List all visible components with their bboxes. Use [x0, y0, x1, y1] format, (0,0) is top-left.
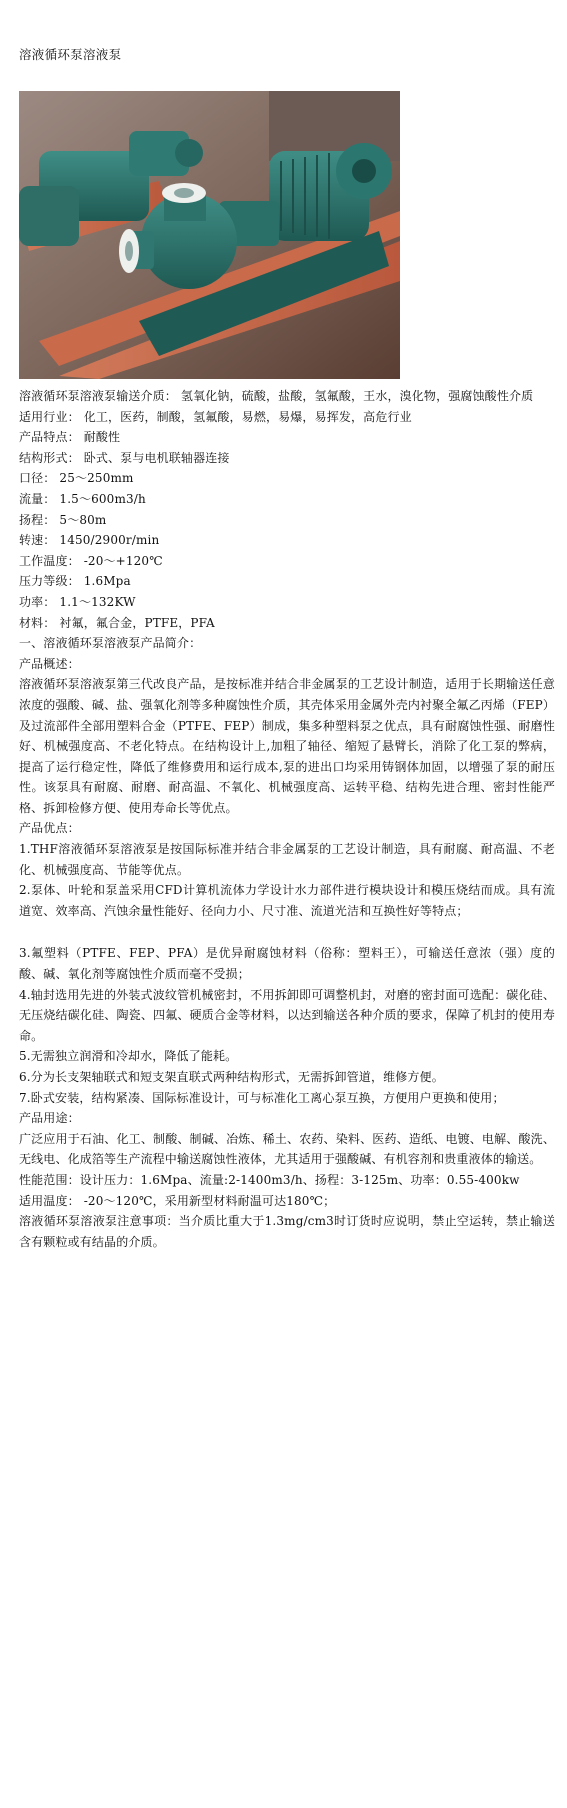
advantage-item: 2.泵体、叶轮和泵盖采用CFD计算机流体力学设计水力部件进行模块设计和模压烧结而成。具有流道宽、效率高、汽蚀余量性能好、径向力小、尺寸准、流道光洁和互换性好等特点；	[19, 883, 555, 918]
advantage-item: 7.卧式安装，结构紧凑、国际标准设计，可与标准化工离心泵互换，方便用户更换和使用；	[19, 1090, 505, 1105]
spec-line: 溶液循环泵溶液泵输送介质： 氢氧化钠，硫酸，盐酸，氢氟酸，王水，溴化物，强腐蚀酸性介质	[19, 389, 534, 403]
performance-range: 性能范围：设计压力：1.6Mpa、流量:2-1400m3/h、扬程：3-125m、功率：0.55-400kw	[19, 1172, 520, 1187]
advantage-item: 4.轴封选用先进的外装式波纹管机械密封，不用拆卸即可调整机封，对磨的密封面可选配：碳化硅、无压烧结碳化硅、陶瓷、四氟、硬质合金等材料，以达到输送各种介质的要求，保障了机封的使用寿命。	[19, 987, 555, 1043]
spec-line: 转速： 1450/2900r/min	[19, 533, 160, 548]
page-title: 溶液循环泵溶液泵	[19, 47, 122, 62]
spec-line: 工作温度： -20～+120℃	[19, 553, 163, 568]
spec-line: 扬程： 5～80m	[19, 512, 107, 527]
overview-paragraph: 溶液循环泵溶液泵第三代改良产品，是按标准并结合非金属泵的工艺设计制造，适用于长期输送任意浓度的强酸、碱、盐、强氧化剂等多种腐蚀性介质，其壳体采用金属外壳内衬聚全氟乙丙烯（FEP）及过流部件全部用塑料合金（PTFE、FEP）制成，集多种塑料泵之优点，具有耐腐蚀性强、耐磨性好、机械强度高、不老化特点。在结构设计上,加粗了轴径、缩短了悬臂长，消除了化工泵的弊病，提高了运行稳定性，降低了维修费用和运行成本,泵的进出口均采用铸钢体加固，以增强了泵的耐压性。该泵具有耐腐、耐磨、耐高温、不氧化、机械强度高、运转平稳、结构先进合理、密封性能严格、拆卸检修方便、使用寿命长等优点。	[19, 677, 555, 815]
advantage-item: 1.THF溶液循环泵溶液泵是按国际标准并结合非金属泵的工艺设计制造，具有耐腐、耐高温、不老化、机械强度高、节能等优点。	[19, 842, 555, 877]
spec-line: 功率： 1.1～132KW	[19, 594, 136, 609]
spec-line: 口径： 25～250mm	[19, 471, 134, 486]
advantage-item: 6.分为长支架轴联式和短支架直联式两种结构形式，无需拆卸管道，维修方便。	[19, 1070, 444, 1084]
spacer	[19, 921, 555, 943]
intro-heading: 一、溶液循环泵溶液泵产品简介：	[19, 636, 202, 651]
notice-paragraph: 溶液循环泵溶液泵注意事项：当介质比重大于1.3mg/cm3时订货时应说明，禁止空运转，禁止输送含有颗粒或有结晶的介质。	[19, 1214, 555, 1249]
article-body	[19, 386, 555, 1252]
advantage-item: 3.氟塑料（PTFE、FEP、PFA）是优异耐腐蚀材料（俗称：塑料王），可输送任意浓（强）度的酸、碱、氧化剂等腐蚀性介质而毫不受损；	[19, 946, 555, 982]
pump-photo	[19, 91, 400, 379]
spec-line: 适用行业： 化工，医药，制酸，氢氟酸，易燃，易爆，易挥发，高危行业	[19, 409, 412, 424]
usage-paragraph: 广泛应用于石油、化工、制酸、制碱、冶炼、稀土、农药、染料、医药、造纸、电镀、电解、酸洗、无线电、化成箔等生产流程中输送腐蚀性液体，尤其适用于强酸碱、有机容剂和贵重液体的输送。	[19, 1131, 555, 1167]
usage-label: 产品用途：	[19, 1111, 80, 1126]
spec-line: 材料： 衬氟，氟合金，PTFE，PFA	[19, 615, 215, 630]
pump-illustration	[19, 91, 400, 379]
spec-line: 流量： 1.5～600m3/h	[19, 491, 146, 506]
spec-line: 产品特点： 耐酸性	[19, 430, 121, 445]
temperature-range: 适用温度： -20～120℃，采用新型材料耐温可达180℃；	[19, 1193, 336, 1208]
spec-line: 压力等级： 1.6Mpa	[19, 574, 131, 589]
advantages-label: 产品优点：	[19, 821, 80, 836]
overview-label: 产品概述：	[19, 656, 80, 671]
spec-line: 结构形式： 卧式、泵与电机联轴器连接	[19, 450, 230, 465]
advantage-item: 5.无需独立润滑和冷却水，降低了能耗。	[19, 1049, 238, 1064]
spec-list	[19, 386, 555, 633]
